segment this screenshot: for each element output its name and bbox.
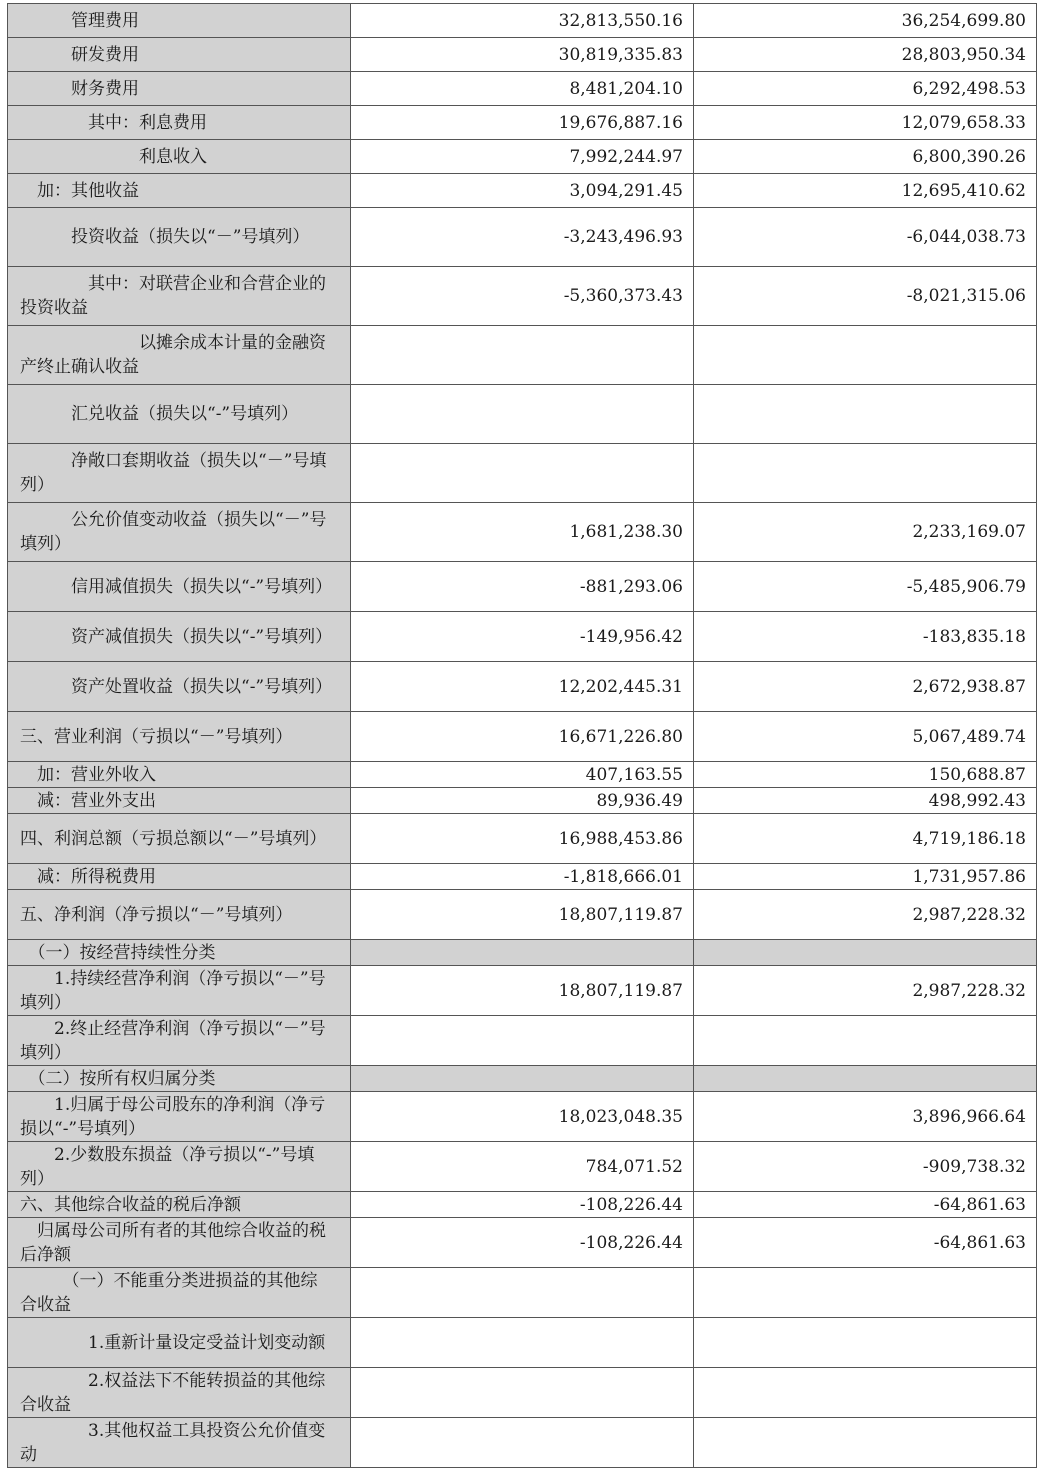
current-period-value: 12,202,445.31 [351, 662, 694, 712]
current-period-value: 89,936.49 [351, 788, 694, 814]
row-label: 以摊余成本计量的金融资产终止确认收益 [8, 326, 351, 385]
prior-period-value: 2,987,228.32 [694, 966, 1037, 1016]
table-row [8, 72, 1037, 106]
row-label: 其中：利息费用 [8, 106, 351, 140]
table-row [8, 1016, 1037, 1066]
row-label: 加：营业外收入 [8, 762, 351, 788]
row-label: 研发费用 [8, 38, 351, 72]
prior-period-value: -909,738.32 [694, 1142, 1037, 1192]
current-period-value [351, 326, 694, 385]
prior-period-value: 2,987,228.32 [694, 890, 1037, 940]
row-label: （一）按经营持续性分类 [8, 940, 351, 966]
prior-period-value: 3,896,966.64 [694, 1092, 1037, 1142]
current-period-value: 30,819,335.83 [351, 38, 694, 72]
prior-period-value: 4,719,186.18 [694, 814, 1037, 864]
table-row [8, 1092, 1037, 1142]
table-row [8, 562, 1037, 612]
prior-period-value [694, 1268, 1037, 1318]
table-row [8, 864, 1037, 890]
current-period-value: 3,094,291.45 [351, 174, 694, 208]
table-row [8, 174, 1037, 208]
row-label: 利息收入 [8, 140, 351, 174]
row-label: 3.其他权益工具投资公允价值变动 [8, 1418, 351, 1468]
table-row [8, 208, 1037, 267]
row-label: 四、利润总额（亏损总额以“－”号填列） [8, 814, 351, 864]
row-label: 2.终止经营净利润（净亏损以“－”号填列） [8, 1016, 351, 1066]
table-row [8, 966, 1037, 1016]
table-row [8, 612, 1037, 662]
table-row [8, 444, 1037, 503]
current-period-value: 16,671,226.80 [351, 712, 694, 762]
current-period-value: 16,988,453.86 [351, 814, 694, 864]
table-row [8, 1218, 1037, 1268]
prior-period-value: -6,044,038.73 [694, 208, 1037, 267]
current-period-value: 407,163.55 [351, 762, 694, 788]
prior-period-value: 12,079,658.33 [694, 106, 1037, 140]
prior-period-value: 6,800,390.26 [694, 140, 1037, 174]
table-row [8, 662, 1037, 712]
prior-period-value [694, 1066, 1037, 1092]
row-label: （一）不能重分类进损益的其他综合收益 [8, 1268, 351, 1318]
current-period-value: 7,992,244.97 [351, 140, 694, 174]
prior-period-value [694, 1318, 1037, 1368]
row-label: 资产减值损失（损失以“-”号填列） [8, 612, 351, 662]
row-label: 1.重新计量设定受益计划变动额 [8, 1318, 351, 1368]
current-period-value: 18,807,119.87 [351, 966, 694, 1016]
row-label: 2.少数股东损益（净亏损以“-”号填列） [8, 1142, 351, 1192]
prior-period-value: 6,292,498.53 [694, 72, 1037, 106]
prior-period-value: 28,803,950.34 [694, 38, 1037, 72]
table-row [8, 1192, 1037, 1218]
current-period-value: 784,071.52 [351, 1142, 694, 1192]
prior-period-value [694, 1418, 1037, 1468]
row-label: 1.持续经营净利润（净亏损以“－”号填列） [8, 966, 351, 1016]
current-period-value: -108,226.44 [351, 1218, 694, 1268]
table-row [8, 140, 1037, 174]
current-period-value [351, 1318, 694, 1368]
current-period-value [351, 1268, 694, 1318]
current-period-value: 8,481,204.10 [351, 72, 694, 106]
prior-period-value: -5,485,906.79 [694, 562, 1037, 612]
table-row [8, 1418, 1037, 1468]
row-label: 汇兑收益（损失以“-”号填列） [8, 385, 351, 444]
row-label: 加：其他收益 [8, 174, 351, 208]
prior-period-value: 2,233,169.07 [694, 503, 1037, 562]
table-row [8, 1368, 1037, 1418]
row-label: 公允价值变动收益（损失以“－”号填列） [8, 503, 351, 562]
current-period-value: 19,676,887.16 [351, 106, 694, 140]
prior-period-value: 150,688.87 [694, 762, 1037, 788]
row-label: 五、净利润（净亏损以“－”号填列） [8, 890, 351, 940]
current-period-value [351, 1418, 694, 1468]
current-period-value: 18,023,048.35 [351, 1092, 694, 1142]
row-label: 归属母公司所有者的其他综合收益的税后净额 [8, 1218, 351, 1268]
row-label: 减：营业外支出 [8, 788, 351, 814]
row-label: 投资收益（损失以“－”号填列） [8, 208, 351, 267]
row-label: 净敞口套期收益（损失以“－”号填列） [8, 444, 351, 503]
prior-period-value: 2,672,938.87 [694, 662, 1037, 712]
income-statement-table [7, 3, 1037, 1468]
table-row [8, 4, 1037, 38]
prior-period-value: 12,695,410.62 [694, 174, 1037, 208]
current-period-value [351, 1066, 694, 1092]
prior-period-value [694, 940, 1037, 966]
current-period-value: -5,360,373.43 [351, 267, 694, 326]
current-period-value: 18,807,119.87 [351, 890, 694, 940]
current-period-value: -1,818,666.01 [351, 864, 694, 890]
table-row [8, 814, 1037, 864]
current-period-value: 32,813,550.16 [351, 4, 694, 38]
row-label: 三、营业利润（亏损以“－”号填列） [8, 712, 351, 762]
prior-period-value [694, 444, 1037, 503]
prior-period-value [694, 1368, 1037, 1418]
current-period-value: 1,681,238.30 [351, 503, 694, 562]
prior-period-value [694, 326, 1037, 385]
prior-period-value: -64,861.63 [694, 1218, 1037, 1268]
table-row [8, 940, 1037, 966]
current-period-value: -108,226.44 [351, 1192, 694, 1218]
table-row [8, 1268, 1037, 1318]
row-label: 六、其他综合收益的税后净额 [8, 1192, 351, 1218]
table-row [8, 1142, 1037, 1192]
current-period-value [351, 1368, 694, 1418]
prior-period-value: -64,861.63 [694, 1192, 1037, 1218]
prior-period-value: 5,067,489.74 [694, 712, 1037, 762]
row-label: （二）按所有权归属分类 [8, 1066, 351, 1092]
row-label: 1.归属于母公司股东的净利润（净亏损以“-”号填列） [8, 1092, 351, 1142]
current-period-value [351, 1016, 694, 1066]
table-row [8, 1318, 1037, 1368]
table-row [8, 326, 1037, 385]
table-row [8, 762, 1037, 788]
current-period-value [351, 940, 694, 966]
table-row [8, 890, 1037, 940]
table-row [8, 503, 1037, 562]
table-row [8, 1066, 1037, 1092]
row-label: 2.权益法下不能转损益的其他综合收益 [8, 1368, 351, 1418]
table-row [8, 267, 1037, 326]
current-period-value: -3,243,496.93 [351, 208, 694, 267]
current-period-value: -881,293.06 [351, 562, 694, 612]
row-label: 资产处置收益（损失以“-”号填列） [8, 662, 351, 712]
prior-period-value [694, 1016, 1037, 1066]
table-row [8, 712, 1037, 762]
current-period-value: -149,956.42 [351, 612, 694, 662]
table-row [8, 38, 1037, 72]
table-row [8, 385, 1037, 444]
prior-period-value [694, 385, 1037, 444]
prior-period-value: -8,021,315.06 [694, 267, 1037, 326]
table-row [8, 788, 1037, 814]
prior-period-value: 36,254,699.80 [694, 4, 1037, 38]
prior-period-value: 498,992.43 [694, 788, 1037, 814]
current-period-value [351, 385, 694, 444]
prior-period-value: 1,731,957.86 [694, 864, 1037, 890]
table-row [8, 106, 1037, 140]
row-label: 管理费用 [8, 4, 351, 38]
row-label: 其中：对联营企业和合营企业的投资收益 [8, 267, 351, 326]
row-label: 信用减值损失（损失以“-”号填列） [8, 562, 351, 612]
current-period-value [351, 444, 694, 503]
prior-period-value: -183,835.18 [694, 612, 1037, 662]
row-label: 减：所得税费用 [8, 864, 351, 890]
row-label: 财务费用 [8, 72, 351, 106]
